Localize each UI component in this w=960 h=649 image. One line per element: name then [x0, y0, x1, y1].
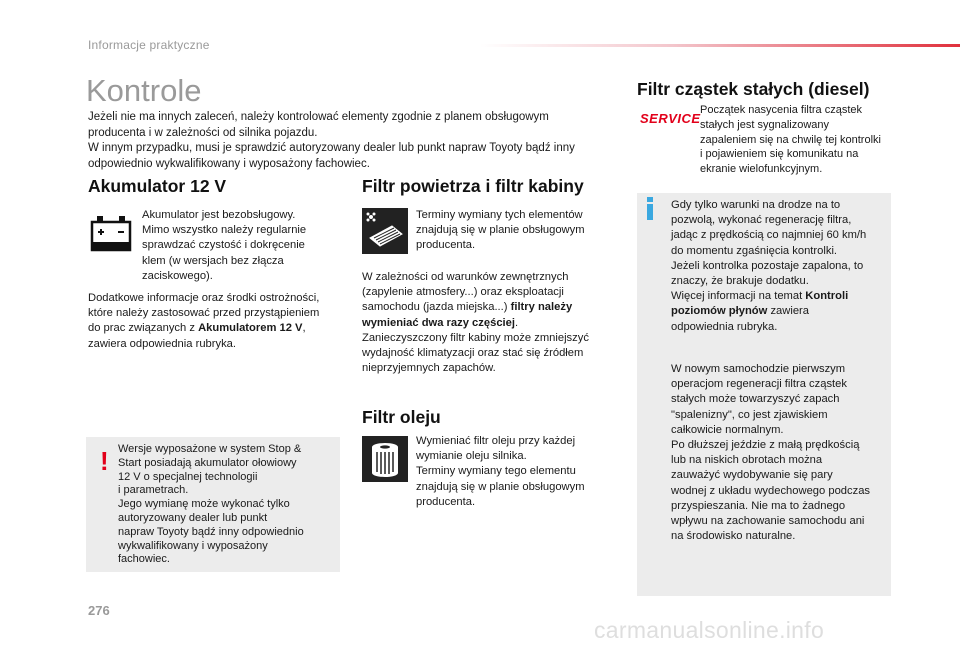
battery-text — [142, 208, 342, 284]
new-car-line: Po dłuższej jeździe z małą prędkością — [671, 439, 860, 452]
info-icon-dot — [647, 197, 653, 202]
air-detail-line: wydajność klimatyzacji oraz stać się źródłem — [362, 347, 584, 360]
dpf-text — [700, 103, 900, 177]
battery-more-comma: , — [302, 322, 306, 335]
intro-line: Jeżeli nie ma innych zaleceń, należy kontrolować elementy zgodnie z planem obsługowym — [88, 111, 549, 123]
battery-more-line: Dodatkowe informacje oraz środki ostrożności, — [88, 292, 320, 304]
dpf-text-line: ekranie wielofunkcyjnym. — [700, 163, 823, 176]
battery-warning-text — [118, 443, 333, 567]
air-filter-details — [362, 270, 622, 376]
dpf-new-car-text — [671, 362, 891, 544]
air-detail-text: . — [514, 316, 519, 329]
new-car-line: całkowicie normalnym. — [671, 423, 784, 436]
battery-icon — [88, 210, 134, 256]
info-line: Jeżeli kontrolka pozostaje zapalona, to — [671, 259, 864, 272]
header-gradient-line — [480, 44, 960, 47]
air-detail-line — [362, 300, 622, 315]
air-filter-text — [416, 208, 616, 254]
info-line: do momentu zgaśnięcia kontrolki. — [671, 244, 838, 257]
battery-text-line: Mimo wszystko należy regularnie — [142, 224, 307, 237]
oil-filter-line: znajdują się w planie obsługowym — [416, 480, 585, 493]
oil-filter-icon — [362, 436, 408, 482]
new-car-line: operacjom regeneracji filtra cząstek — [671, 378, 847, 391]
warning-line: fachowiec. — [118, 553, 170, 566]
battery-text-line: zaciskowego). — [142, 269, 213, 282]
oil-filter-line: wymianie oleju silnika. — [416, 450, 527, 463]
intro-line: producenta i w zależności od silnika pojazdu. — [88, 126, 318, 139]
new-car-line: lub na niskich obrotach można — [671, 454, 823, 467]
oil-filter-heading: Filtr oleju — [362, 407, 441, 427]
air-detail-line: W zależności od warunków zewnętrznych — [362, 271, 569, 283]
info-line: Gdy tylko warunki na drodze na to — [671, 199, 841, 211]
warning-line: Start posiadają akumulator ołowiowy — [118, 456, 297, 469]
air-detail-line: Zanieczyszczony filtr kabiny może zmniejszyć — [362, 331, 589, 344]
warning-icon: ! — [100, 446, 109, 476]
new-car-line: przyspieszania. Nie ma to żadnego — [671, 499, 846, 512]
dpf-info-text — [671, 198, 891, 335]
info-line — [671, 304, 891, 319]
info-line: odpowiednia rubryka. — [671, 320, 778, 333]
service-warning-icon: SERVICE — [640, 111, 701, 126]
new-car-line: wodnej z układu wydechowego podczas — [671, 484, 871, 497]
dpf-text-line: i pojawieniem się komunikatu na — [700, 148, 859, 161]
info-icon-bar — [647, 204, 653, 220]
warning-line: napraw Toyoty bądź inny odpowiednio — [118, 525, 304, 538]
new-car-line: stałych może towarzyszyć zapach — [671, 393, 840, 406]
battery-link-text: Akumulatorem 12 V — [198, 322, 303, 335]
battery-more-info — [88, 291, 348, 352]
battery-text-line: Akumulator jest bezobsługowy. — [142, 209, 296, 221]
battery-more-line — [88, 321, 348, 336]
battery-text-line: sprawdzać czystość i dokręcenie — [142, 239, 305, 252]
air-detail-line — [362, 316, 622, 331]
dpf-heading: Filtr cząstek stałych (diesel) — [637, 79, 870, 99]
air-detail-bold: wymieniać dwa razy częściej — [362, 316, 515, 329]
air-detail-line: (zapylenie atmosfery...) oraz eksploatacji — [362, 286, 564, 299]
page-number: 276 — [88, 603, 110, 618]
section-header: Informacje praktyczne — [88, 38, 210, 52]
battery-more-text: do prac związanych z — [88, 322, 199, 335]
dpf-text-line: Początek nasycenia filtra cząstek — [700, 104, 863, 116]
warning-line: 12 V o specjalnej technologii — [118, 470, 258, 483]
air-filter-icon — [362, 208, 408, 254]
new-car-line: na środowisko naturalne. — [671, 530, 796, 543]
info-bold: poziomów płynów — [671, 305, 768, 318]
air-filter-heading: Filtr powietrza i filtr kabiny — [362, 176, 584, 196]
info-bold: Kontroli — [805, 290, 849, 303]
warning-line: i parametrach. — [118, 484, 189, 497]
new-car-line: "spalenizny", co jest zjawiskiem — [671, 408, 828, 421]
air-detail-text: samochodu (jazda miejska...) — [362, 301, 511, 314]
air-detail-bold: filtry należy — [510, 301, 573, 314]
warning-line: Wersje wyposażone w system Stop & — [118, 443, 302, 455]
battery-more-line: które należy zastosować przed przystąpieniem — [88, 307, 320, 320]
oil-filter-line: Wymieniać filtr oleju przy każdej — [416, 435, 576, 447]
oil-filter-text — [416, 434, 626, 510]
battery-text-line: klem (w wersjach bez złącza — [142, 254, 284, 267]
info-line — [671, 289, 891, 304]
intro-paragraph — [88, 110, 608, 172]
battery-more-line: zawiera odpowiednia rubryka. — [88, 337, 237, 350]
intro-line: W innym przypadku, musi je sprawdzić autoryzowany dealer lub punkt napraw Toyoty bądź inny — [88, 142, 575, 154]
air-filter-line: Terminy wymiany tych elementów — [416, 209, 583, 221]
battery-heading: Akumulator 12 V — [88, 176, 227, 196]
dpf-text-line: zapaleniem się na chwilę tej kontrolki — [700, 133, 881, 146]
info-text: Więcej informacji na temat — [671, 290, 806, 303]
air-filter-line: znajdują się w planie obsługowym — [416, 224, 585, 237]
info-icon — [645, 197, 655, 221]
new-car-line: wpływu na zachowanie samochodu ani — [671, 515, 865, 528]
new-car-line: zauważyć wydobywanie się pary — [671, 469, 833, 482]
oil-filter-line: producenta. — [416, 495, 476, 508]
warning-line: wykwalifikowany i wyposażony — [118, 539, 268, 552]
watermark: carmanualsonline.info — [594, 617, 825, 643]
intro-line: odpowiednio wykwalifikowany i wyposażony fachowiec. — [88, 157, 370, 170]
info-text: zawiera — [767, 305, 810, 318]
oil-filter-line: Terminy wymiany tego elementu — [416, 465, 576, 478]
warning-line: Jego wymianę może wykonać tylko — [118, 498, 290, 511]
info-line: jadąc z prędkością co najmniej 60 km/h — [671, 229, 867, 242]
air-detail-line: nieprzyjemnych zapachów. — [362, 362, 496, 375]
air-filter-line: producenta. — [416, 239, 476, 252]
info-line: pozwolą, wykonać regenerację filtra, — [671, 214, 852, 227]
info-line: znaczy, że brakuje dodatku. — [671, 275, 809, 288]
page-title: Kontrole — [86, 73, 202, 108]
warning-line: autoryzowany dealer lub punkt — [118, 511, 268, 524]
dpf-text-line: stałych jest sygnalizowany — [700, 118, 830, 131]
new-car-line: W nowym samochodzie pierwszym — [671, 363, 846, 375]
